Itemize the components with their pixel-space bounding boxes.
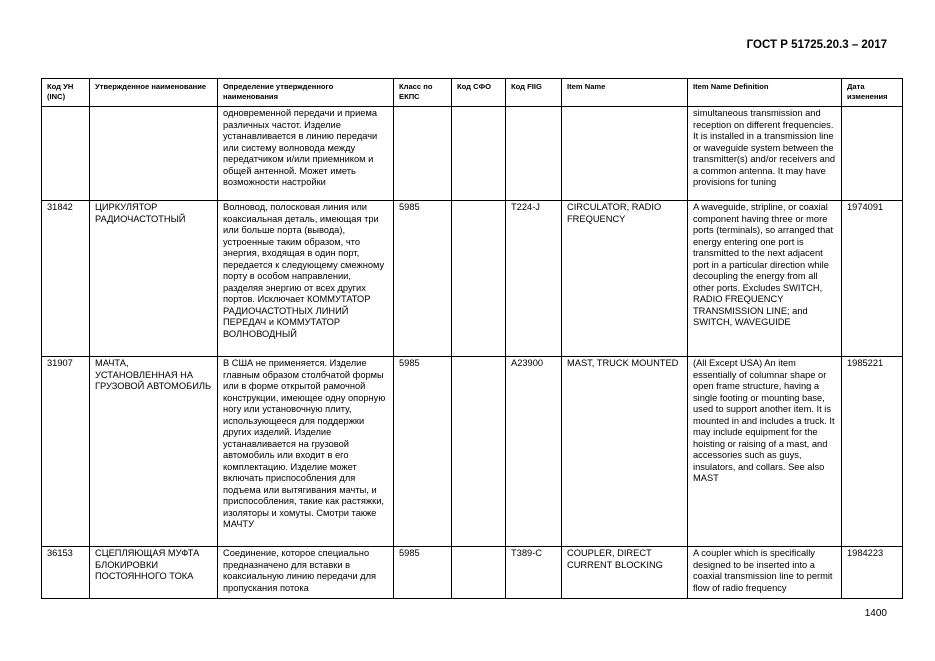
- cell-date: [842, 107, 903, 201]
- col-header-definition: Определение утвержденного наименования: [218, 79, 394, 107]
- col-header-name: Утвержденное наименование: [90, 79, 218, 107]
- col-header-date: Дата изменения: [842, 79, 903, 107]
- cell-name: СЦЕПЛЯЮЩАЯ МУФТА БЛОКИРОВКИ ПОСТОЯННОГО ТОКА: [90, 547, 218, 599]
- col-header-class: Класс по ЕКПС: [394, 79, 452, 107]
- table-row: [42, 201, 903, 357]
- items-table: [41, 78, 903, 599]
- cell-name: ЦИРКУЛЯТОР РАДИОЧАСТОТНЫЙ: [90, 201, 218, 357]
- table-row: [42, 107, 903, 201]
- cell-date: 1985221: [842, 357, 903, 547]
- cell-sfo: [452, 107, 506, 201]
- table-row: [42, 357, 903, 547]
- standard-designation: ГОСТ Р 51725.20.3 – 2017: [746, 39, 887, 51]
- cell-sfo: [452, 201, 506, 357]
- cell-inc: 31907: [42, 357, 90, 547]
- cell-fiig: A23900: [506, 357, 562, 547]
- cell-name: МАЧТА, УСТАНОВЛЕННАЯ НА ГРУЗОВОЙ АВТОМОБИЛЬ: [90, 357, 218, 547]
- col-header-item-name: Item Name: [562, 79, 688, 107]
- col-header-fiig: Код FIIG: [506, 79, 562, 107]
- cell-item-name: COUPLER, DIRECT CURRENT BLOCKING: [562, 547, 688, 599]
- cell-class: 5985: [394, 547, 452, 599]
- cell-class: 5985: [394, 357, 452, 547]
- col-header-item-definition: Item Name Definition: [688, 79, 842, 107]
- cell-inc: 31842: [42, 201, 90, 357]
- cell-item-definition: A waveguide, stripline, or coaxial component having three or more ports (terminals), so arranged that energy entering one port is transmitted to the next adjacent port in a particular direction while decoupling the energy from all other ports. Excludes SWITCH, RADIO FREQUENCY TRANSMISSION LINE; and SWITCH, WAVEGUIDE: [688, 201, 842, 357]
- cell-inc: 36153: [42, 547, 90, 599]
- cell-class: 5985: [394, 201, 452, 357]
- cell-item-definition: (All Except USA) An item essentially of columnar shape or open frame structure, having a single footing or mounting base, used to support another item. It is mounted in and includes a truck. It may include equipment for the hoisting or raising of a mast, and accessories such as guys, insulators, and collars. See also MAST: [688, 357, 842, 547]
- cell-fiig: T224-J: [506, 201, 562, 357]
- cell-class: [394, 107, 452, 201]
- cell-item-name: [562, 107, 688, 201]
- cell-sfo: [452, 357, 506, 547]
- page-number: 1400: [864, 608, 887, 619]
- cell-definition: Соединение, которое специально предназначено для вставки в коаксиальную линию передачи для пропускания потока: [218, 547, 394, 599]
- col-header-sfo: Код СФО: [452, 79, 506, 107]
- cell-name: [90, 107, 218, 201]
- cell-item-name: CIRCULATOR, RADIO FREQUENCY: [562, 201, 688, 357]
- cell-date: 1974091: [842, 201, 903, 357]
- cell-item-definition: A coupler which is specifically designed to be inserted into a coaxial transmission line to permit flow of radio frequency: [688, 547, 842, 599]
- col-header-inc: Код УН (INC): [42, 79, 90, 107]
- cell-item-definition: simultaneous transmission and reception on different frequencies. It is installed in a transmission line or waveguide system between the transmitter(s) and/or receivers and a common antenna. It may have provisions for tuning: [688, 107, 842, 201]
- cell-sfo: [452, 547, 506, 599]
- cell-item-name: MAST, TRUCK MOUNTED: [562, 357, 688, 547]
- cell-inc: [42, 107, 90, 201]
- cell-definition: В США не применяется. Изделие главным образом столбчатой формы или в форме открытой рамочной конструкции, имеющее одну опорную ногу или установочную плиту, использующееся для поддержки других изделий. Изделие устанавливается на грузовой автомобиль или входит в его комплектацию. Изделие может включать приспособления для подъема или вытягивания мачты, и приспособления, такие как растяжки, изоляторы и хомуты. Смотри также МАЧТУ: [218, 357, 394, 547]
- cell-definition: одновременной передачи и приема различных частот. Изделие устанавливается в линию передачи или систему волновода между передатчиком и/или приемником и общей антенной. Может иметь возможности настройки: [218, 107, 394, 201]
- table-header-row: [42, 79, 903, 107]
- table-row: [42, 547, 903, 599]
- cell-date: 1984223: [842, 547, 903, 599]
- cell-fiig: [506, 107, 562, 201]
- cell-fiig: T389-C: [506, 547, 562, 599]
- cell-definition: Волновод, полосковая линия или коаксиальная деталь, имеющая три или больше порта (вывода), устроенные таким образом, что энергия, входящая в один порт, передается к следующему смежному порту в особом направлении, разделяя энергию от всех других портов. Исключает КОММУТАТОР РАДИОЧАСТОТНЫХ ЛИНИЙ ПЕРЕДАЧ и КОММУТАТОР ВОЛНОВОДНЫЙ: [218, 201, 394, 357]
